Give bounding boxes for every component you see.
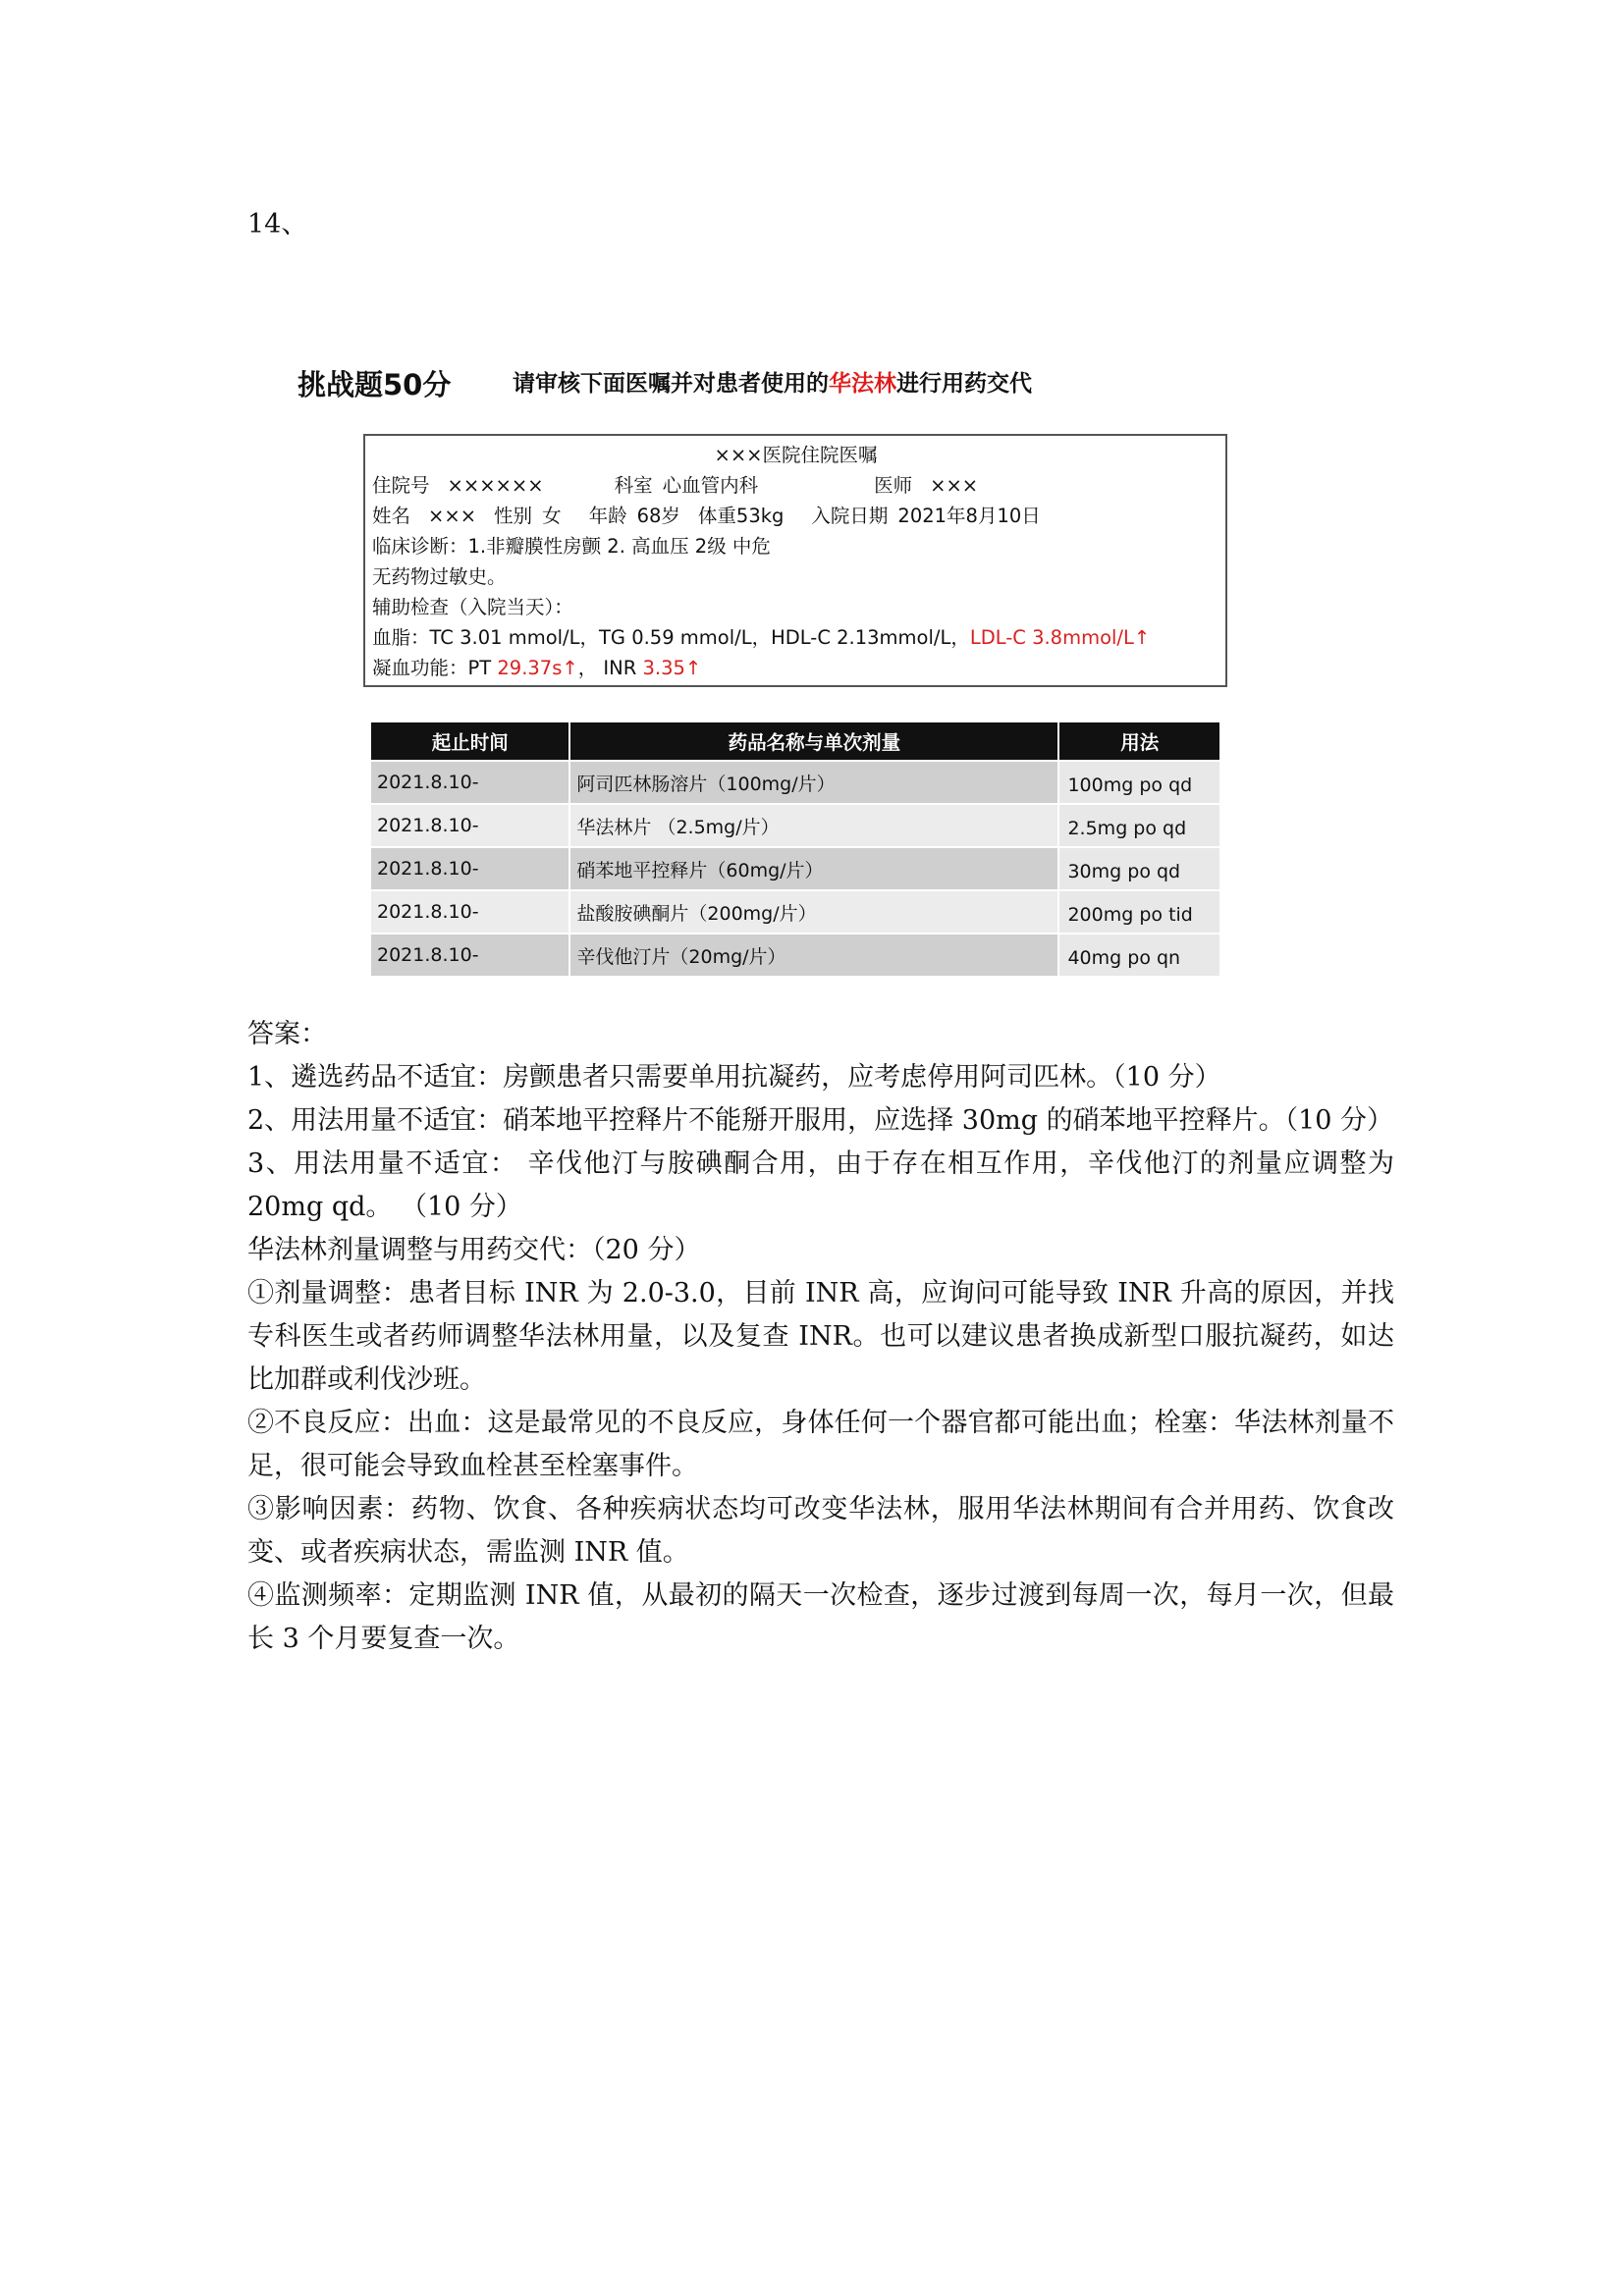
table-row	[370, 847, 1220, 890]
answer-item-3: 3、用法用量不适宜： 辛伐他汀与胺碘酮合用，由于存在相互作用，辛伐他汀的剂量应调整为 20mg qd。 （10 分）	[247, 1148, 1394, 1222]
sex: 女	[542, 505, 562, 527]
row-date: 2021.8.10-	[370, 847, 569, 890]
age: 68岁	[636, 505, 680, 527]
answer-item-2: 2、用法用量不适宜：硝苯地平控释片不能掰开服用，应选择 30mg 的硝苯地平控释片。（10 分）	[247, 1105, 1394, 1136]
prompt-after: 进行用药交代	[896, 371, 1032, 397]
medication-table	[369, 721, 1221, 978]
coag-label: 凝血功能：PT	[372, 657, 498, 679]
answer-adverse-reactions: ②不良反应：出血：这是最常见的不良反应，身体任何一个器官都可能出血；栓塞：华法林剂量不足，很可能会导致血栓甚至栓塞事件。	[247, 1408, 1394, 1481]
table-header-row	[370, 721, 1220, 761]
row-usage: 40mg po qn	[1058, 934, 1220, 977]
prompt-before: 请审核下面医嘱并对患者使用的	[513, 371, 829, 397]
weight: 体重53kg	[697, 505, 785, 527]
dept: 心血管内科	[662, 474, 759, 497]
prompt-highlight-drug: 华法林	[829, 371, 896, 397]
doctor-label: 医师	[874, 474, 913, 497]
coag-results	[372, 653, 1219, 683]
allergy-history: 无药物过敏史。	[372, 565, 507, 588]
table-row	[370, 761, 1220, 804]
sex-label: 性别	[494, 505, 533, 527]
pt-abnormal: 29.37s↑	[497, 657, 578, 679]
row-usage: 100mg po qd	[1058, 761, 1220, 804]
answer-dose-adjustment: ①剂量调整：患者目标 INR 为 2.0-3.0，目前 INR 高，应询问可能导致 INR 升高的原因，并找专科医生或者药师调整华法林用量，以及复查 INR。也可以建议患者换成新型口服抗凝药，如达比加群或利伐沙班。	[247, 1278, 1394, 1395]
row-usage: 2.5mg po qd	[1058, 804, 1220, 847]
row-drug: 硝苯地平控释片（60mg/片）	[569, 847, 1058, 890]
row-drug: 盐酸胺碘酮片（200mg/片）	[569, 890, 1058, 934]
doctor: ×××	[930, 474, 979, 497]
answer-influencing-factors: ③影响因素：药物、饮食、各种疾病状态均可改变华法林，服用华法林期间有合并用药、饮食改变、或者疾病状态，需监测 INR 值。	[247, 1494, 1394, 1568]
admit-date-label: 入院日期	[811, 505, 889, 527]
aux-exam-label: 辅助检查（入院当天）：	[372, 596, 573, 618]
admission-no: ××××××	[447, 474, 544, 497]
inr-abnormal: 3.35↑	[642, 657, 702, 679]
header-drug: 药品名称与单次剂量	[569, 721, 1058, 761]
admit-date: 2021年8月10日	[897, 505, 1041, 527]
order-header-line	[372, 470, 1219, 501]
challenge-prompt	[513, 365, 1032, 398]
hospital-order-box	[363, 434, 1227, 687]
row-usage: 200mg po tid	[1058, 890, 1220, 934]
coag-mid: ， INR	[577, 657, 643, 679]
answer-warfarin-heading: 华法林剂量调整与用药交代：（20 分）	[247, 1235, 701, 1265]
diagnosis: 临床诊断：1.非瓣膜性房颤 2. 高血压 2级 中危	[372, 535, 771, 558]
answer-item-1: 1、遴选药品不适宜：房颤患者只需要单用抗凝药，应考虑停用阿司匹林。（10 分）	[247, 1062, 1221, 1093]
header-usage: 用法	[1058, 721, 1220, 761]
row-date: 2021.8.10-	[370, 804, 569, 847]
question-number: 14、	[247, 209, 308, 240]
dept-label: 科室	[614, 474, 653, 497]
answer-title: 答案：	[247, 1019, 327, 1049]
admission-no-label: 住院号	[372, 474, 430, 497]
lipid-values: 血脂：TC 3.01 mmol/L，TG 0.59 mmol/L，HDL-C 2.13mmol/L，	[372, 626, 970, 649]
patient-info-line	[372, 501, 1219, 531]
header-time: 起止时间	[370, 721, 569, 761]
row-drug: 华法林片 （2.5mg/片）	[569, 804, 1058, 847]
row-date: 2021.8.10-	[370, 934, 569, 977]
order-title: ×××医院住院医嘱	[714, 444, 878, 466]
row-usage: 30mg po qd	[1058, 847, 1220, 890]
answer-section	[247, 1013, 1394, 1661]
challenge-title: 挑战题50分	[298, 368, 452, 401]
table-row	[370, 804, 1220, 847]
row-drug: 阿司匹林肠溶片（100mg/片）	[569, 761, 1058, 804]
lipid-results	[372, 622, 1219, 653]
answer-monitoring-frequency: ④监测频率：定期监测 INR 值，从最初的隔天一次检查，逐步过渡到每周一次，每月一次，但最长 3 个月要复查一次。	[247, 1580, 1394, 1654]
row-date: 2021.8.10-	[370, 890, 569, 934]
table-row	[370, 890, 1220, 934]
patient-name: ×××	[428, 505, 477, 527]
age-label: 年龄	[588, 505, 627, 527]
name-label: 姓名	[372, 505, 411, 527]
ldl-abnormal: LDL-C 3.8mmol/L↑	[969, 626, 1151, 649]
row-drug: 辛伐他汀片（20mg/片）	[569, 934, 1058, 977]
table-row	[370, 934, 1220, 977]
row-date: 2021.8.10-	[370, 761, 569, 804]
